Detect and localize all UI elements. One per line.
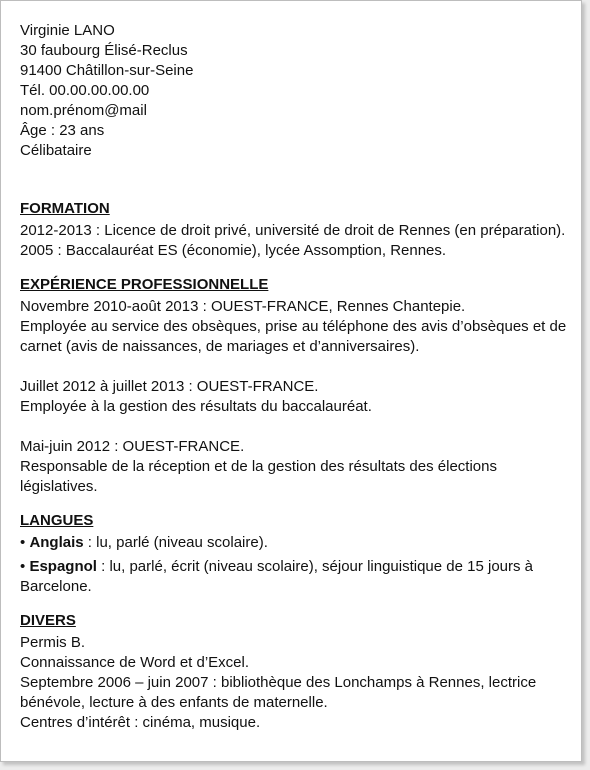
language-item — [20, 557, 568, 597]
job-description: Employée au service des obsèques, prise au téléphone des avis d’obsèques et de carnet (avis de naissances, de mariages et d’anniversaires). — [20, 318, 567, 355]
langues-section — [20, 511, 568, 597]
language-detail: : lu, parlé, écrit (niveau scolaire), séjour linguistique de 15 jours à Barcelone. — [20, 558, 534, 595]
cv-content — [20, 21, 568, 733]
formation-item: 2012-2013 : Licence de droit privé, université de droit de Rennes (en préparation). — [20, 222, 566, 239]
language-item — [20, 533, 568, 553]
divers-item: Connaissance de Word et d’Excel. — [20, 654, 250, 671]
contact-city: 91400 Châtillon-sur-Seine — [20, 62, 194, 79]
language-name: Espagnol — [29, 558, 97, 575]
experience-heading: EXPÉRIENCE PROFESSIONNELLE — [20, 276, 269, 293]
formation-item: 2005 : Baccalauréat ES (économie), lycée Assomption, Rennes. — [20, 242, 447, 259]
job-title: Mai-juin 2012 : OUEST-FRANCE. — [20, 438, 245, 455]
contact-email: nom.prénom@mail — [20, 102, 147, 119]
divers-section — [20, 611, 568, 733]
bullet-icon: • — [20, 534, 26, 551]
contact-phone: Tél. 00.00.00.00.00 — [20, 82, 150, 99]
experience-section — [20, 275, 568, 497]
langues-heading: LANGUES — [20, 512, 94, 529]
contact-status: Célibataire — [20, 142, 92, 159]
job-description: Employée à la gestion des résultats du baccalauréat. — [20, 398, 372, 415]
divers-item: Permis B. — [20, 634, 86, 651]
job-entry — [20, 297, 568, 357]
language-name: Anglais — [29, 534, 84, 551]
job-entry — [20, 437, 568, 497]
job-title: Novembre 2010-août 2013 : OUEST-FRANCE, Rennes Chantepie. — [20, 298, 466, 315]
divers-heading: DIVERS — [20, 612, 76, 629]
formation-heading: FORMATION — [20, 200, 110, 217]
contact-age: Âge : 23 ans — [20, 122, 105, 139]
job-title: Juillet 2012 à juillet 2013 : OUEST-FRANCE. — [20, 378, 319, 395]
divers-item: Centres d’intérêt : cinéma, musique. — [20, 714, 261, 731]
formation-section — [20, 199, 568, 261]
contact-block — [20, 21, 568, 161]
bullet-icon: • — [20, 558, 26, 575]
contact-address: 30 faubourg Élisé-Reclus — [20, 42, 188, 59]
divers-item: Septembre 2006 – juin 2007 : bibliothèque des Lonchamps à Rennes, lectrice bénévole, lecture à des enfants de maternelle. — [20, 674, 537, 711]
job-entry — [20, 377, 568, 417]
job-description: Responsable de la réception et de la gestion des résultats des élections législatives. — [20, 458, 497, 495]
contact-name: Virginie LANO — [20, 22, 115, 39]
language-detail: : lu, parlé (niveau scolaire). — [83, 534, 268, 551]
